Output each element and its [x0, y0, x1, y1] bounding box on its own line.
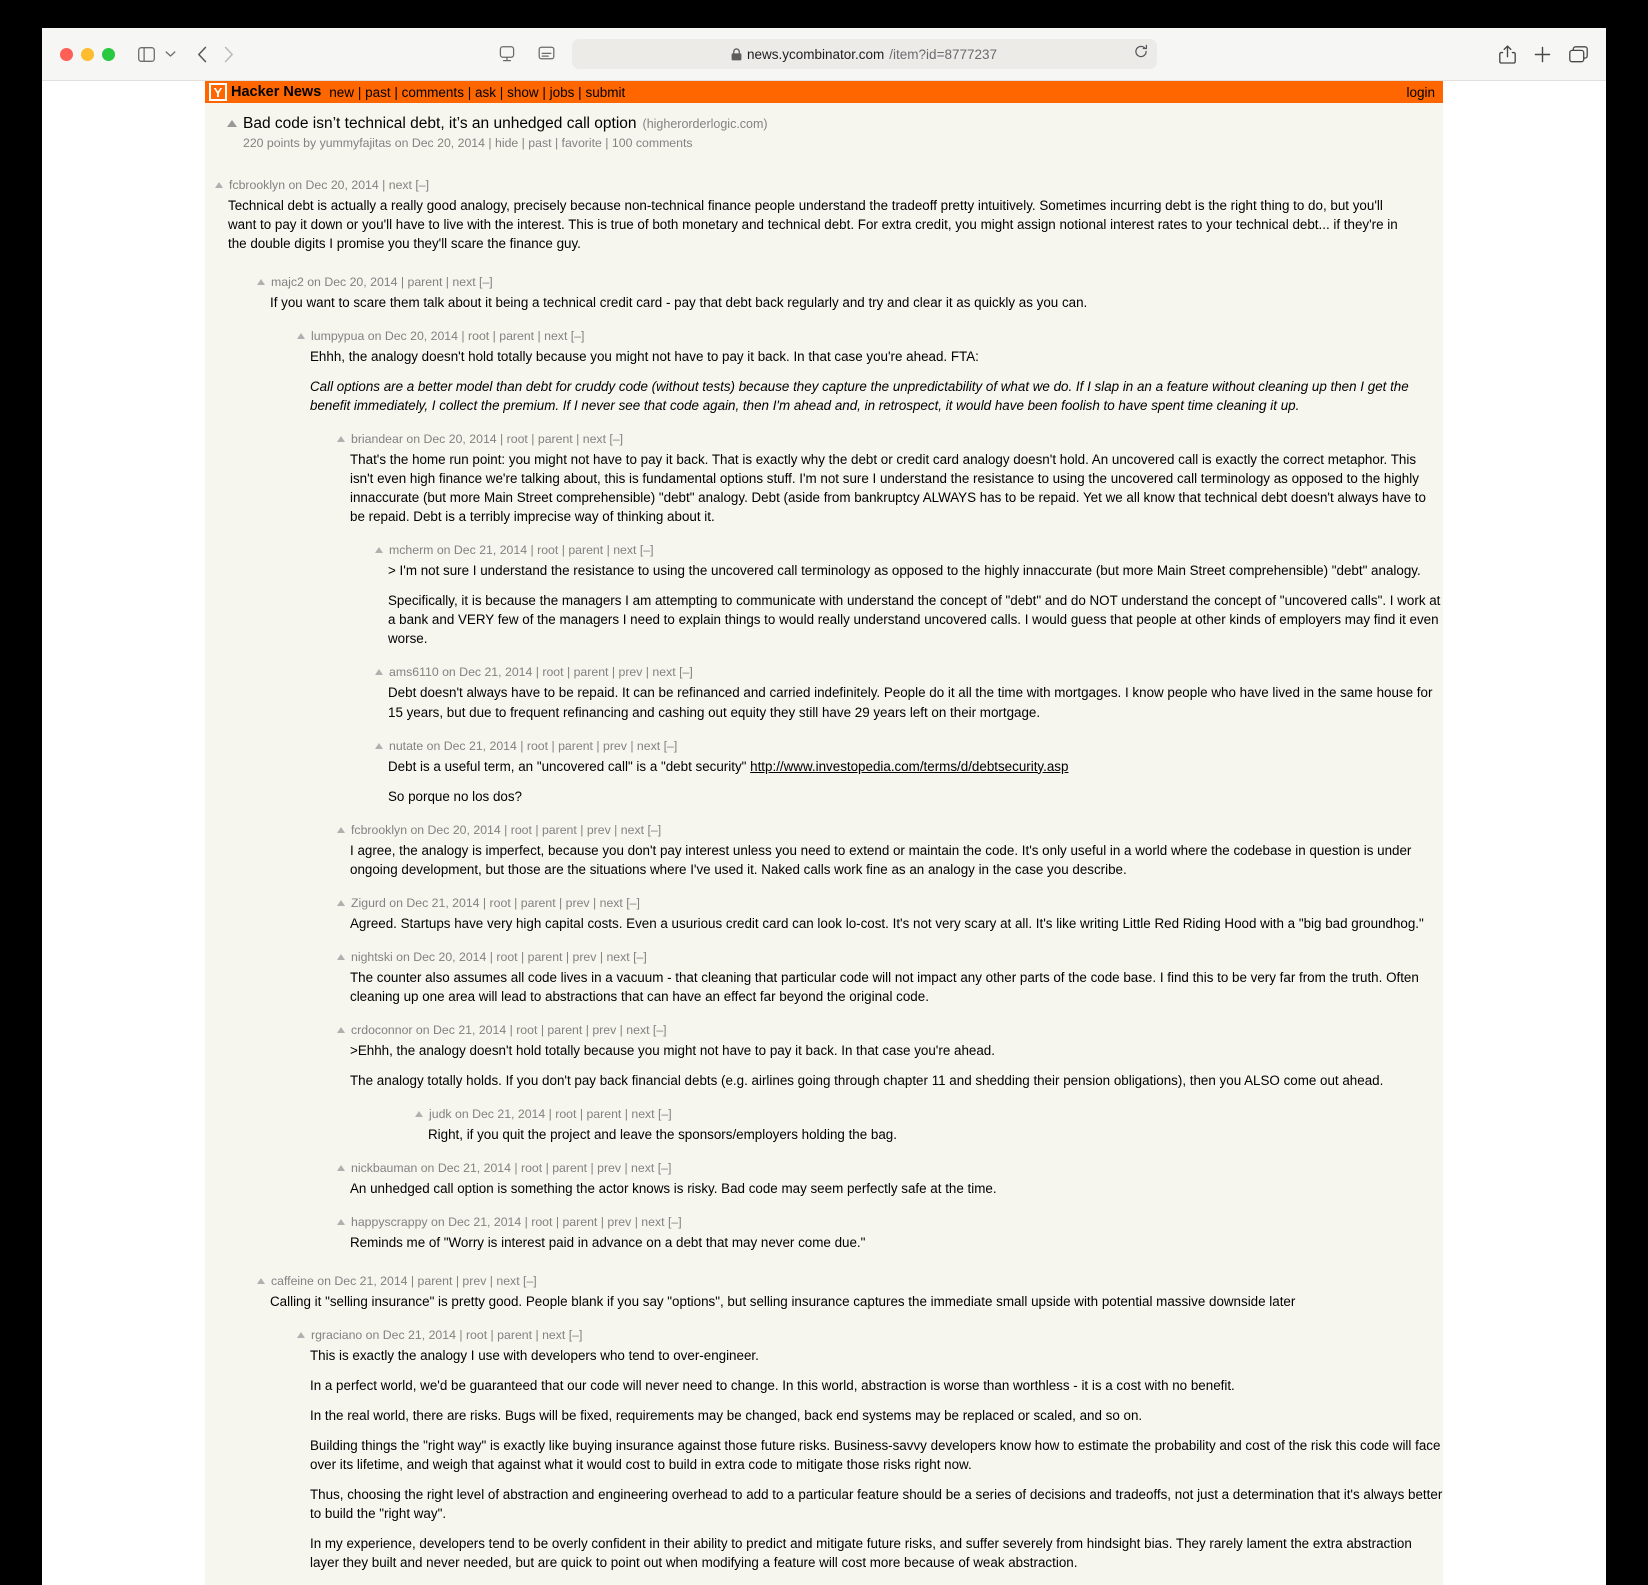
comment-paragraph: Reminds me of "Worry is interest paid in advance on a debt that may never come due.": [350, 1234, 866, 1250]
new-tab-icon[interactable]: [1534, 46, 1551, 63]
comment-paragraph: The counter also assumes all code lives in a vacuum - that cleaning that particular code will not impact any other parts of the code base. I find this to be very far from the truth. Often cleaning up one area will lead to abstractions that can have an effect far beyond the original code.: [350, 969, 1419, 1004]
comment-body: [415, 1125, 1443, 1144]
comment-paragraph: This is exactly the analogy I use with developers who tend to over-engineer.: [310, 1347, 759, 1363]
story-block: [205, 103, 1443, 150]
comment-meta[interactable]: fcbrooklyn on Dec 20, 2014 | next [–]: [229, 178, 430, 192]
comment-body: [337, 1179, 1443, 1198]
upvote-arrow-icon[interactable]: [337, 827, 345, 833]
window-traffic-lights: [60, 48, 115, 61]
comment-meta[interactable]: ams6110 on Dec 21, 2014 | root | parent | prev | next [–]: [389, 665, 693, 680]
sidebar-toggle-icon[interactable]: [133, 42, 159, 66]
upvote-arrow-icon[interactable]: [337, 954, 345, 960]
comment-body: [375, 561, 1443, 648]
comment-paragraph: Calling it "selling insurance" is pretty good. People blank if you say "options", but selling insurance captures the immediate small upside with potential massive downside later: [270, 1293, 1296, 1309]
upvote-arrow-icon[interactable]: [257, 279, 265, 285]
comment-item: [257, 275, 1443, 312]
comment-body: [337, 450, 1443, 526]
comment-paragraph: Ehhh, the analogy doesn't hold totally because you might not have to pay it back. In that case you're ahead. FTA:: [310, 349, 979, 365]
comment-header: [337, 1215, 1443, 1229]
upvote-arrow-icon[interactable]: [257, 1278, 265, 1284]
comment-meta[interactable]: nightski on Dec 20, 2014 | root | parent | prev | next [–]: [351, 949, 647, 964]
comment-meta[interactable]: nutate on Dec 21, 2014 | root | parent | prev | next [–]: [389, 738, 678, 753]
page-viewport: [42, 81, 1606, 1585]
comment-meta[interactable]: caffeine on Dec 21, 2014 | parent | prev | next [–]: [271, 1273, 537, 1288]
comment-paragraph: The analogy totally holds. If you don't pay back financial debts (e.g. airlines going through chapter 11 and shedding their pension obligations), then you ALSO come out ahead.: [350, 1072, 1384, 1088]
upvote-arrow-icon[interactable]: [297, 333, 305, 339]
nav-sep: |: [542, 84, 546, 100]
comment-paragraph: Debt doesn't always have to be repaid. It can be refinanced and carried indefinitely. People do it all the time with mortgages. I know people who have lived in the same house for 15 years, but due to frequent refinancing and cashing out equity they still have 29 years left on their mortgage.: [388, 685, 1433, 720]
comment-meta[interactable]: majc2 on Dec 20, 2014 | parent | next [–]: [271, 275, 493, 290]
comment-header: [337, 432, 1443, 446]
comment-header: [337, 896, 1443, 910]
comment-item: [415, 1107, 1443, 1144]
reader-view-icon[interactable]: [532, 41, 562, 67]
comment-meta[interactable]: Zigurd on Dec 21, 2014 | root | parent | prev | next [–]: [351, 895, 640, 910]
upvote-arrow-icon[interactable]: [337, 436, 345, 442]
upvote-arrow-icon[interactable]: [227, 120, 237, 127]
upvote-arrow-icon[interactable]: [337, 1165, 345, 1171]
upvote-arrow-icon[interactable]: [415, 1111, 423, 1117]
comment-item: [337, 1023, 1443, 1090]
nav-link-show[interactable]: show: [507, 84, 539, 100]
maximize-window-button[interactable]: [102, 48, 115, 61]
comment-item: [375, 739, 1443, 806]
upvote-arrow-icon[interactable]: [337, 1027, 345, 1033]
comment-item: [337, 896, 1443, 933]
nav-sep: |: [578, 84, 582, 100]
url-path-text: /item?id=8777237: [889, 46, 998, 62]
comment-item: [337, 432, 1443, 526]
comment-header: [337, 823, 1443, 837]
comment-header: [375, 665, 1443, 679]
login-link[interactable]: login: [1406, 84, 1435, 100]
comment-text: Debt is a useful term, an "uncovered call" is a "debt security": [388, 758, 751, 774]
comment-quote: > I'm not sure I understand the resistance to using the uncovered call terminology as opposed to the highly innaccurate (but more Main Street comprehensible) "debt" analogy.: [388, 563, 1421, 579]
comment-header: [297, 1328, 1443, 1342]
close-window-button[interactable]: [60, 48, 73, 61]
comment-meta[interactable]: nickbauman on Dec 21, 2014 | root | parent | prev | next [–]: [351, 1160, 672, 1175]
nav-sep: |: [499, 84, 504, 100]
comment-paragraph: In a perfect world, we'd be guaranteed that our code will never need to change. In this world, abstraction is worse than worthless - it is a cost with no benefit.: [310, 1377, 1235, 1393]
tab-overview-icon[interactable]: [492, 41, 522, 67]
comment-paragraph: Right, if you quit the project and leave the sponsors/employers holding the bag.: [428, 1126, 897, 1142]
comment-meta[interactable]: crdoconnor on Dec 21, 2014 | root | parent | prev | next [–]: [351, 1022, 667, 1037]
comment-body: [337, 914, 1443, 933]
nav-link-submit[interactable]: submit: [585, 84, 626, 100]
page-title[interactable]: Bad code isn’t technical debt, it’s an unhedged call option: [243, 115, 637, 132]
comment-body: [297, 1346, 1443, 1572]
reload-icon[interactable]: [1134, 45, 1148, 64]
comment-item: [375, 665, 1443, 721]
comment-paragraph: [388, 757, 1443, 776]
toolbar-right-actions: [1499, 45, 1588, 64]
story-domain[interactable]: (higherorderlogic.com): [642, 117, 768, 131]
tab-overview-grid-icon[interactable]: [1569, 46, 1588, 63]
upvote-arrow-icon[interactable]: [375, 743, 383, 749]
comment-body: [257, 1292, 1443, 1311]
back-button[interactable]: [189, 41, 215, 67]
comment-body: [337, 1041, 1443, 1090]
comment-item: [337, 823, 1443, 879]
comment-header: [337, 1161, 1443, 1175]
nav-link-comments[interactable]: comments: [401, 84, 464, 100]
external-link[interactable]: http://www.investopedia.com/terms/d/debtsecurity.asp: [750, 758, 1069, 774]
browser-toolbar: [42, 28, 1606, 81]
comment-item: [257, 1274, 1443, 1311]
comment-paragraph: In the real world, there are risks. Bugs will be fixed, requirements may be changed, back end systems may be replaced or scaled, and so on.: [310, 1408, 1143, 1423]
story-subtext: 220 points by yummyfajitas on Dec 20, 2014 | hide | past | favorite | 100 comments: [243, 136, 693, 150]
comment-paragraph: Thus, choosing the right level of abstraction and engineering overhead to add to a particular feature should be a series of decisions and tradeoffs, not just a determination that it's always better to build the "right way".: [310, 1487, 1443, 1522]
comment-header: [337, 1023, 1443, 1037]
comment-body: [215, 196, 1405, 253]
comment-paragraph: If you want to scare them talk about it being a technical credit card - pay that debt back regularly and try and clear it as quickly as you can.: [270, 295, 1088, 311]
comment-body: [297, 347, 1443, 415]
comment-body: [337, 841, 1443, 879]
comment-paragraph: That's the home run point: you might not have to pay it back. That is exactly why the debt or credit card analogy doesn't hold. An uncovered call is exactly the correct metaphor. This isn't even high finance we're talking about, this is fundamental options stuff. I'm not sure I understand the resistance to using the uncovered call terminology as opposed to the highly innaccurate (but more Main Street comprehensible) "debt" analogy. Debt (aside from bankruptcy ALWAYS has to be repaid. Yet we all know that technical debt doesn't always have to be repaid. Debt is a terribly imprecise way of thinking about it.: [350, 452, 1426, 525]
comment-header: [297, 329, 1443, 343]
comment-paragraph: So porque no los dos?: [388, 788, 523, 804]
comment-item: [337, 950, 1443, 1006]
hacker-news-page: [205, 81, 1443, 1585]
url-host-text: news.ycombinator.com: [746, 46, 885, 62]
comment-body: [337, 1233, 1443, 1252]
comment-meta[interactable]: rgraciano on Dec 21, 2014 | root | parent | next [–]: [311, 1327, 583, 1342]
upvote-arrow-icon[interactable]: [215, 182, 223, 188]
upvote-arrow-icon[interactable]: [375, 547, 383, 553]
story-title-row: [227, 115, 1443, 133]
nav-link-jobs[interactable]: jobs: [549, 84, 575, 100]
nav-sep: |: [467, 84, 472, 100]
comment-header: [337, 950, 1443, 964]
upvote-arrow-icon[interactable]: [297, 1332, 305, 1338]
comment-paragraph: I agree, the analogy is imperfect, because you don't pay interest unless you need to extend or maintain the code. It's only useful in a world where the codebase in question is under ongoing development, but those are the situations where I've used it. Naked calls work fine as an analogy in the case you describe.: [350, 842, 1412, 877]
comment-header: [257, 275, 1443, 289]
y-combinator-logo[interactable]: Y: [209, 83, 227, 101]
comment-body: [257, 293, 1443, 312]
comment-item: [297, 1328, 1443, 1572]
comment-meta[interactable]: briandear on Dec 20, 2014 | root | parent | next [–]: [351, 432, 624, 447]
comment-body: [375, 683, 1443, 721]
chevron-down-icon[interactable]: [161, 42, 179, 66]
comment-quote: Call options are a better model than debt for cruddy code (without tests) because they capture the unpredictability of what we do. If I slap in an a feature without cleaning up then I get the benefit immediately, I collect the premium. If I never see that code again, then I'm ahead and, in retrospect, it would have been foolish to have spent time cleaning it up.: [310, 379, 1409, 414]
comment-item: [337, 1161, 1443, 1198]
comment-meta[interactable]: mcherm on Dec 21, 2014 | root | parent | next [–]: [389, 543, 654, 558]
comment-paragraph: Agreed. Startups have very high capital costs. Even a usurious credit card can look lo-cost. It's not very scary at all. It's like writing Little Red Riding Hood with a "big bad groundhog.": [350, 915, 1424, 931]
comment-item: [215, 178, 1443, 253]
comment-paragraph: An unhedged call option is something the actor knows is risky. Bad code may seem perfectly safe at the time.: [350, 1180, 997, 1196]
comment-header: [257, 1274, 1443, 1288]
comment-body: [337, 968, 1443, 1006]
comment-header: [215, 178, 1443, 192]
comment-item: [337, 1215, 1443, 1252]
upvote-arrow-icon[interactable]: [337, 900, 345, 906]
comment-item: [297, 329, 1443, 415]
nav-sep: |: [394, 84, 398, 100]
comment-paragraph: Technical debt is actually a really good analogy, precisely because non-technical finance people understand the tradeoff pretty intuitively. Sometimes incurring debt is the right thing to do, but you'll want to pay it down or you'll have to live with the interest. This is true of both monetary and technical debt. For extra credit, you might assign notional interest rates to your technical debt... if they're in the double digits I promise you they'll scare the finance guy.: [228, 198, 1398, 252]
comment-header: [375, 543, 1443, 557]
site-nav: [329, 85, 625, 100]
comment-paragraph: In my experience, developers tend to be overly confident in their ability to predict and mitigate future risks, and suffer severely from hindsight bias. They rarely lament the extra abstraction layer they built and never needed, but are quick to point out when modifying a feature will cost more because of weak abstraction.: [310, 1536, 1412, 1571]
comment-quote: >Ehhh, the analogy doesn't hold totally because you might not have to pay it back. In that case you're ahead.: [350, 1042, 995, 1058]
lock-icon: [731, 48, 742, 61]
comment-paragraph: Building things the "right way" is exactly like buying insurance against those future risks. Business-savvy developers know how to estimate the probability and cost of the risk this code will face over its lifetime, and weigh that against what it would cost to build in extra code to mitigate those risks right now.: [310, 1438, 1441, 1473]
nav-link-new[interactable]: new: [329, 84, 355, 100]
comment-paragraph: Specifically, it is because the managers I am attempting to communicate with understand the concept of "debt" and do NOT understand the concept of "uncovered calls". I work at a bank and VERY few of the managers I need to explain things to would really understand uncovered calls. I would guess that people at other kinds of employers may find it even worse.: [388, 593, 1441, 647]
share-icon[interactable]: [1499, 45, 1516, 64]
comment-meta[interactable]: lumpypua on Dec 20, 2014 | root | parent | next [–]: [311, 329, 585, 344]
upvote-arrow-icon[interactable]: [337, 1219, 345, 1225]
comment-list: [205, 150, 1443, 1572]
url-display[interactable]: [582, 47, 1147, 62]
comment-meta[interactable]: fcbrooklyn on Dec 20, 2014 | root | parent | prev | next [–]: [351, 822, 662, 837]
comment-header: [375, 739, 1443, 753]
comment-meta[interactable]: happyscrappy on Dec 21, 2014 | root | parent | prev | next [–]: [351, 1214, 682, 1229]
minimize-window-button[interactable]: [81, 48, 94, 61]
site-title[interactable]: Hacker News: [231, 84, 322, 100]
comment-item: [375, 543, 1443, 648]
forward-button[interactable]: [215, 41, 241, 67]
nav-sep: |: [357, 84, 362, 100]
nav-link-past[interactable]: past: [365, 84, 391, 100]
comment-header: [415, 1107, 1443, 1121]
comment-body: [375, 757, 1443, 806]
nav-link-ask[interactable]: ask: [475, 84, 497, 100]
site-header: [205, 81, 1443, 103]
safari-window: [42, 28, 1606, 1571]
comment-meta[interactable]: judk on Dec 21, 2014 | root | parent | next [–]: [429, 1106, 672, 1121]
upvote-arrow-icon[interactable]: [375, 669, 383, 675]
address-bar[interactable]: [572, 39, 1157, 69]
